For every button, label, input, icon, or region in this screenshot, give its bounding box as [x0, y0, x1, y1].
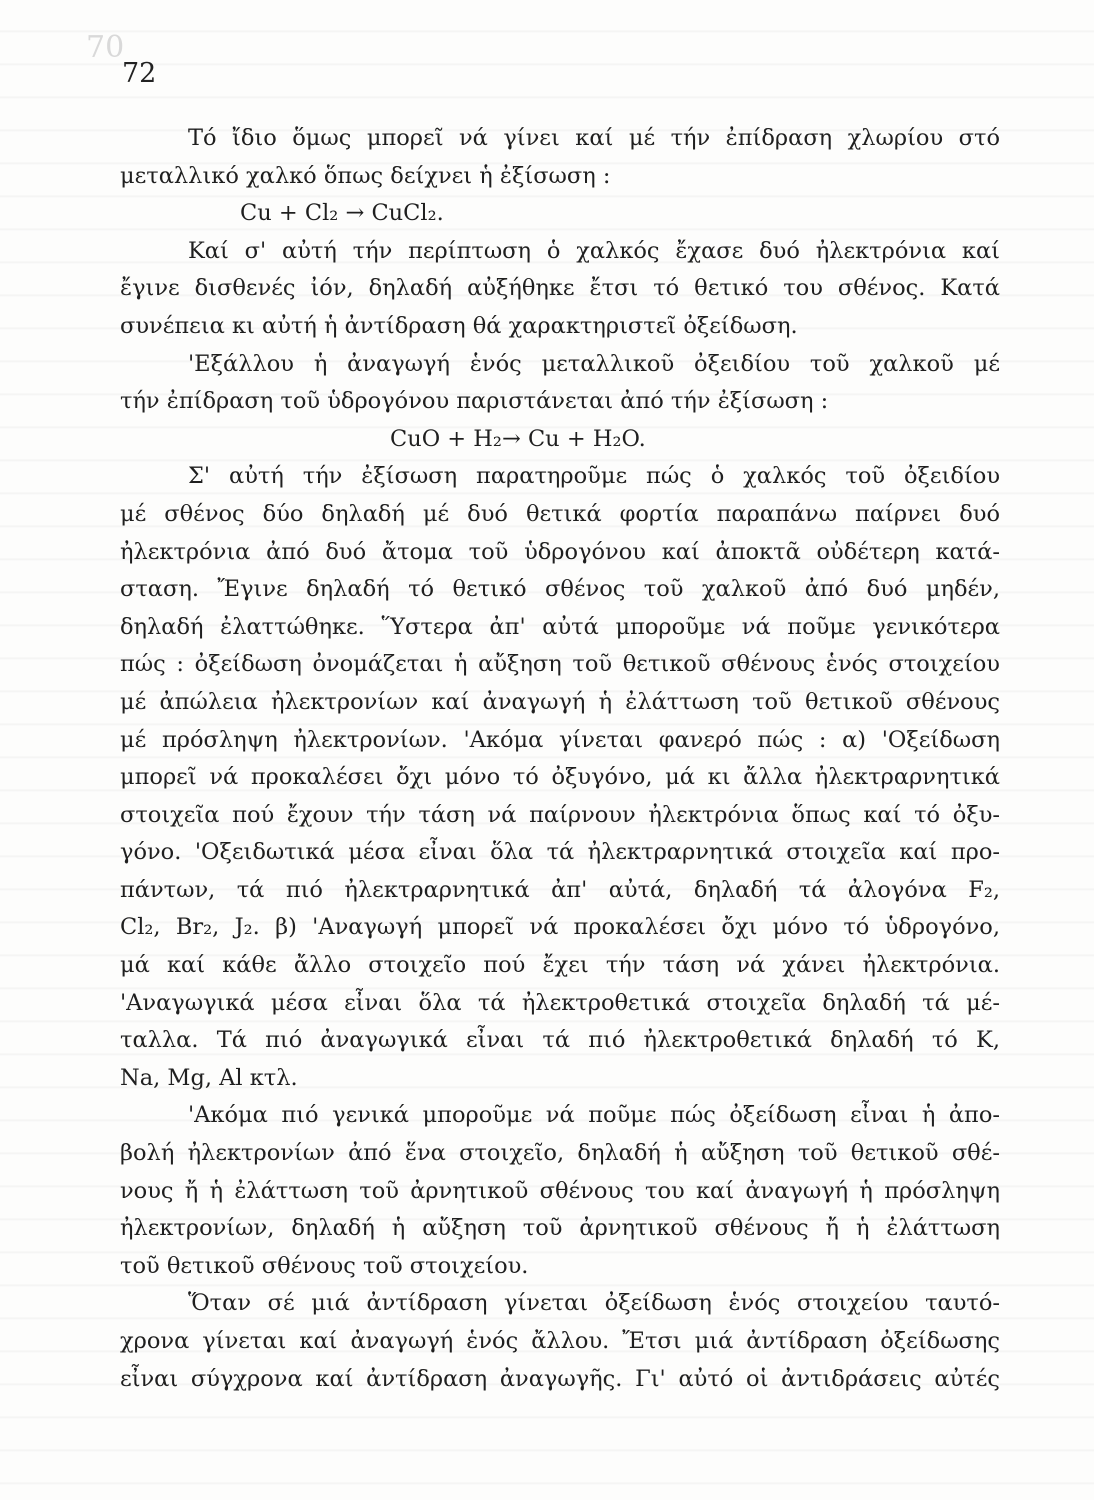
- text-line: Καί σ' αὐτή τήν περίπτωση ὁ χαλκός ἔχασε δυό ἠλεκτρόνια καί: [188, 237, 1000, 264]
- text-line: πάντων, τά πιό ἠλεκτραρνητικά ἀπ' αὐτά, δηλαδή τά ἀλογόνα F₂,: [120, 876, 1000, 903]
- text-line: μπορεῖ νά προκαλέσει ὄχι μόνο τό ὀξυγόνο, μά κι ἄλλα ἠλεκτραρνητικά: [120, 764, 1000, 791]
- text-line: ἠλεκτρόνια ἀπό δυό ἄτομα τοῦ ὑδρογόνου καί ἀποκτᾶ οὐδέτερη κατά-: [120, 538, 1000, 565]
- text-line: τήν ἐπίδραση τοῦ ὑδρογόνου παριστάνεται ἀπό τήν ἐξίσωση :: [120, 388, 829, 415]
- text-line: συνέπεια κι αὐτή ἡ ἀντίδραση θά χαρακτηριστεῖ ὀξείδωση.: [120, 312, 798, 339]
- text-line: στοιχεῖα πού ἔχουν τήν τάση νά παίρνουν ἠλεκτρόνια ὅπως καί τό ὀξυ-: [120, 801, 1000, 828]
- text-line: βολή ἠλεκτρονίων ἀπό ἕνα στοιχεῖο, δηλαδή ἡ αὔξηση τοῦ θετικοῦ σθέ-: [120, 1140, 1000, 1167]
- text-line: Ὅταν σέ μιά ἀντίδραση γίνεται ὀξείδωση ἑνός στοιχείου ταυτό-: [188, 1290, 1000, 1317]
- text-line: μέ σθένος δύο δηλαδή μέ δυό θετικά φορτία παραπάνω παίρνει δυό: [120, 500, 1000, 527]
- text-line: Σ' αὐτή τήν ἐξίσωση παρατηροῦμε πώς ὁ χαλκός τοῦ ὀξειδίου: [188, 463, 1000, 490]
- text-line: μέ ἀπώλεια ἠλεκτρονίων καί ἀναγωγή ἡ ἐλάττωση τοῦ θετικοῦ σθένους: [120, 688, 1000, 715]
- page-number: 72: [122, 58, 157, 89]
- equation-copper-chlorine: Cu + Cl₂ → CuCl₂.: [240, 200, 444, 227]
- text-line: νους ἤ ἡ ἐλάττωση τοῦ ἀρνητικοῦ σθένους του καί ἀναγωγή ἡ πρόσληψη: [120, 1177, 1000, 1204]
- text-line: μέ πρόσληψη ἠλεκτρονίων. 'Ακόμα γίνεται φανερό πώς : α) 'Οξείδωση: [120, 726, 1000, 753]
- text-line: μά καί κάθε ἄλλο στοιχεῖο πού ἔχει τήν τάση νά χάνει ἠλεκτρόνια.: [120, 952, 1000, 979]
- text-line: τοῦ θετικοῦ σθένους τοῦ στοιχείου.: [120, 1252, 529, 1279]
- body-text: [120, 120, 1000, 1398]
- text-line: γόνο. 'Οξειδωτικά μέσα εἶναι ὅλα τά ἠλεκτραρνητικά στοιχεῖα καί προ-: [120, 839, 1000, 866]
- text-line: μεταλλικό χαλκό ὅπως δείχνει ἡ ἐξίσωση :: [120, 162, 611, 189]
- text-line: 'Αναγωγικά μέσα εἶναι ὅλα τά ἠλεκτροθετικά στοιχεῖα δηλαδή τά μέ-: [120, 989, 1000, 1016]
- text-line: σταση. Ἔγινε δηλαδή τό θετικό σθένος τοῦ χαλκοῦ ἀπό δυό μηδέν,: [120, 576, 1000, 603]
- text-line: ἠλεκτρονίων, δηλαδή ἡ αὔξηση τοῦ ἀρνητικοῦ σθένους ἤ ἡ ἐλάττωση: [120, 1215, 1000, 1242]
- text-line: Cl₂, Br₂, J₂. β) 'Αναγωγή μπορεῖ νά προκαλέσει ὄχι μόνο τό ὑδρογόνο,: [120, 914, 1000, 941]
- text-line: 'Ακόμα πιό γενικά μποροῦμε νά ποῦμε πώς ὀξείδωση εἶναι ἡ ἀπο-: [188, 1102, 1000, 1129]
- equation-copper-oxide-hydrogen: CuO + H₂→ Cu + H₂O.: [390, 425, 646, 452]
- text-line: πώς : ὀξείδωση ὀνομάζεται ἡ αὔξηση τοῦ θετικοῦ σθένους ἑνός στοιχείου: [120, 651, 1000, 678]
- text-line: χρονα γίνεται καί ἀναγωγή ἑνός ἄλλου. Ἔτσι μιά ἀντίδραση ὀξείδωσης: [120, 1328, 1000, 1354]
- text-line: 'Εξάλλου ἡ ἀναγωγή ἑνός μεταλλικοῦ ὀξειδίου τοῦ χαλκοῦ μέ: [188, 350, 1000, 377]
- text-line: δηλαδή ἐλαττώθηκε. Ὕστερα ἀπ' αὐτά μποροῦμε νά ποῦμε γενικότερα: [120, 613, 1000, 640]
- text-line: ταλλα. Τά πιό ἀναγωγικά εἶναι τά πιό ἠλεκτροθετικά δηλαδή τό K,: [120, 1027, 1000, 1054]
- text-line: Na, Mg, Al κτλ.: [120, 1064, 298, 1091]
- ghost-page-number: 70: [86, 30, 125, 65]
- text-line: εἶναι σύγχρονα καί ἀντίδραση ἀναγωγῆς. Γι' αὐτό οἱ ἀντιδράσεις αὐτές: [120, 1365, 1000, 1392]
- text-line: Τό ἴδιο ὅμως μπορεῖ νά γίνει καί μέ τήν ἐπίδραση χλωρίου στό: [188, 125, 1000, 151]
- text-line: ἔγινε δισθενές ἰόν, δηλαδή αὐξήθηκε ἔτσι τό θετικό του σθένος. Κατά: [120, 275, 1000, 302]
